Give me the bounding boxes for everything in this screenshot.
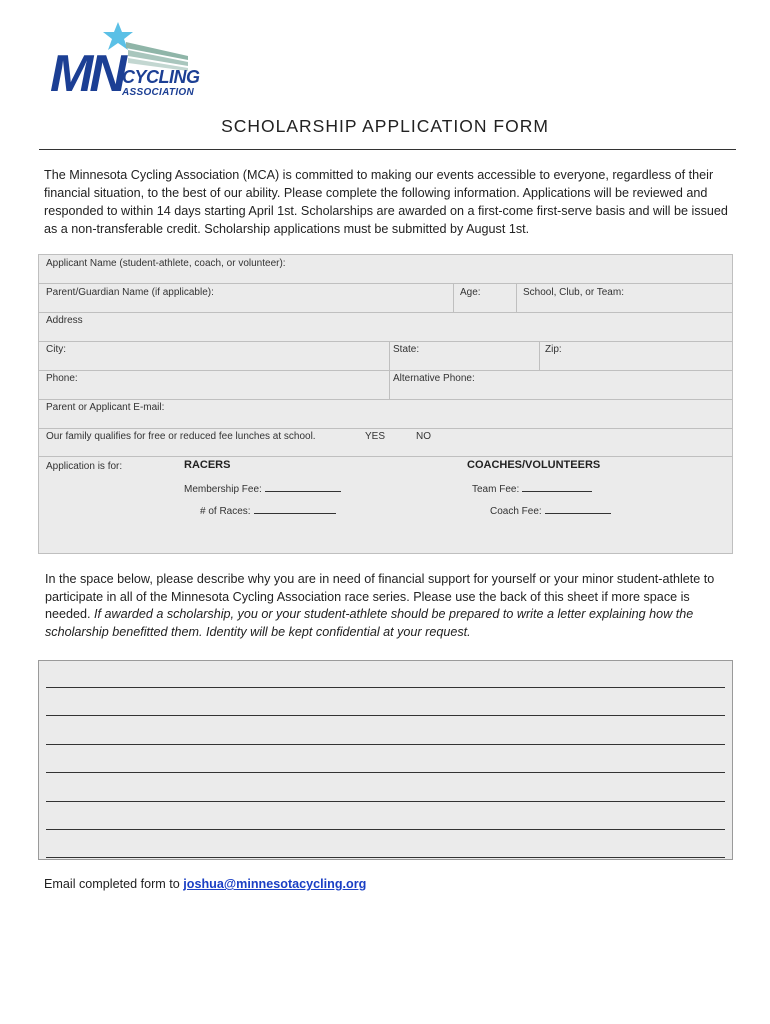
coach-fee-field[interactable] <box>490 504 611 517</box>
row-divider <box>39 399 732 400</box>
application-for-label: Application is for: <box>46 461 123 472</box>
explanation-italic-text: If awarded a scholarship, you or your student-athlete should be prepared to write a letter explaining how the scholarship benefitted them. Identity will be kept confidential at your request. <box>45 607 694 639</box>
row-divider <box>39 312 732 313</box>
writing-line <box>46 772 725 773</box>
writing-line <box>46 829 725 830</box>
writing-line <box>46 857 725 858</box>
address-field[interactable]: Address <box>46 315 83 326</box>
mca-logo <box>48 22 200 103</box>
writing-line <box>46 801 725 802</box>
row-divider <box>39 341 732 342</box>
logo-association-text: ASSOCIATION <box>122 87 195 98</box>
age-field[interactable]: Age: <box>460 287 481 298</box>
team-fee-label: Team Fee: <box>472 484 520 495</box>
email-prefix: Email completed form to <box>44 877 184 891</box>
lunch-yes-option[interactable]: YES <box>365 431 386 442</box>
racers-heading: RACERS <box>184 459 231 471</box>
column-divider <box>516 283 517 312</box>
row-divider <box>39 370 732 371</box>
applicant-name-field[interactable]: Applicant Name (student-athlete, coach, or volunteer): <box>46 258 286 269</box>
city-field[interactable]: City: <box>46 344 66 355</box>
writing-line <box>46 715 725 716</box>
application-form <box>38 254 733 554</box>
intro-paragraph: The Minnesota Cycling Association (MCA) is committed to making our events accessible to everyone, regardless of their financial situation, to the best of our ability. Please complete the following information. Applications will be reviewed and responded to within 14 days starting April 1st. Scholarships are awarded on a first-come first-serve basis and will be issued as a non-transferable credit. Scholarship applications must be submitted by August 1st. <box>44 168 728 236</box>
coach-fee-label: Coach Fee: <box>490 506 542 517</box>
email-instructions <box>44 877 366 891</box>
state-field[interactable]: State: <box>393 344 420 355</box>
logo-cycling-text: CYCLING <box>122 67 200 87</box>
column-divider <box>539 341 540 370</box>
email-link[interactable]: joshua@minnesotacycling.org <box>183 877 367 891</box>
membership-fee-blank[interactable] <box>265 482 341 492</box>
title-divider <box>39 149 736 150</box>
num-races-field[interactable] <box>200 504 336 517</box>
logo-mn-text: MN <box>50 45 123 103</box>
coach-fee-blank[interactable] <box>545 504 611 514</box>
column-divider <box>389 341 390 399</box>
response-area[interactable] <box>38 660 733 860</box>
writing-line <box>46 687 725 688</box>
explanation-paragraph <box>45 571 735 641</box>
lunch-no-option[interactable]: NO <box>416 431 431 442</box>
num-races-blank[interactable] <box>254 504 336 514</box>
team-fee-blank[interactable] <box>522 482 592 492</box>
school-field[interactable]: School, Club, or Team: <box>523 287 624 298</box>
parent-name-field[interactable]: Parent/Guardian Name (if applicable): <box>46 287 214 298</box>
row-divider <box>39 456 732 457</box>
phone-field[interactable]: Phone: <box>46 373 78 384</box>
email-field[interactable]: Parent or Applicant E-mail: <box>46 402 165 413</box>
membership-fee-field[interactable] <box>184 482 341 495</box>
lunch-question: Our family qualifies for free or reduced fee lunches at school. <box>46 431 316 442</box>
team-fee-field[interactable] <box>472 482 592 495</box>
membership-fee-label: Membership Fee: <box>184 484 262 495</box>
alt-phone-field[interactable]: Alternative Phone: <box>393 373 475 384</box>
explanation-text: In the space below, please describe why you are in need of financial support for yourself or your minor student-athlete to participate in all of the Minnesota Cycling Association race series. Please use the back of this sheet if more space is needed. <box>45 572 715 621</box>
writing-line <box>46 744 725 745</box>
num-races-label: # of Races: <box>200 506 251 517</box>
column-divider <box>453 283 454 312</box>
zip-field[interactable]: Zip: <box>545 344 562 355</box>
row-divider <box>39 428 732 429</box>
row-divider <box>39 283 732 284</box>
page-title: SCHOLARSHIP APPLICATION FORM <box>221 116 549 136</box>
coaches-heading: COACHES/VOLUNTEERS <box>467 459 601 471</box>
